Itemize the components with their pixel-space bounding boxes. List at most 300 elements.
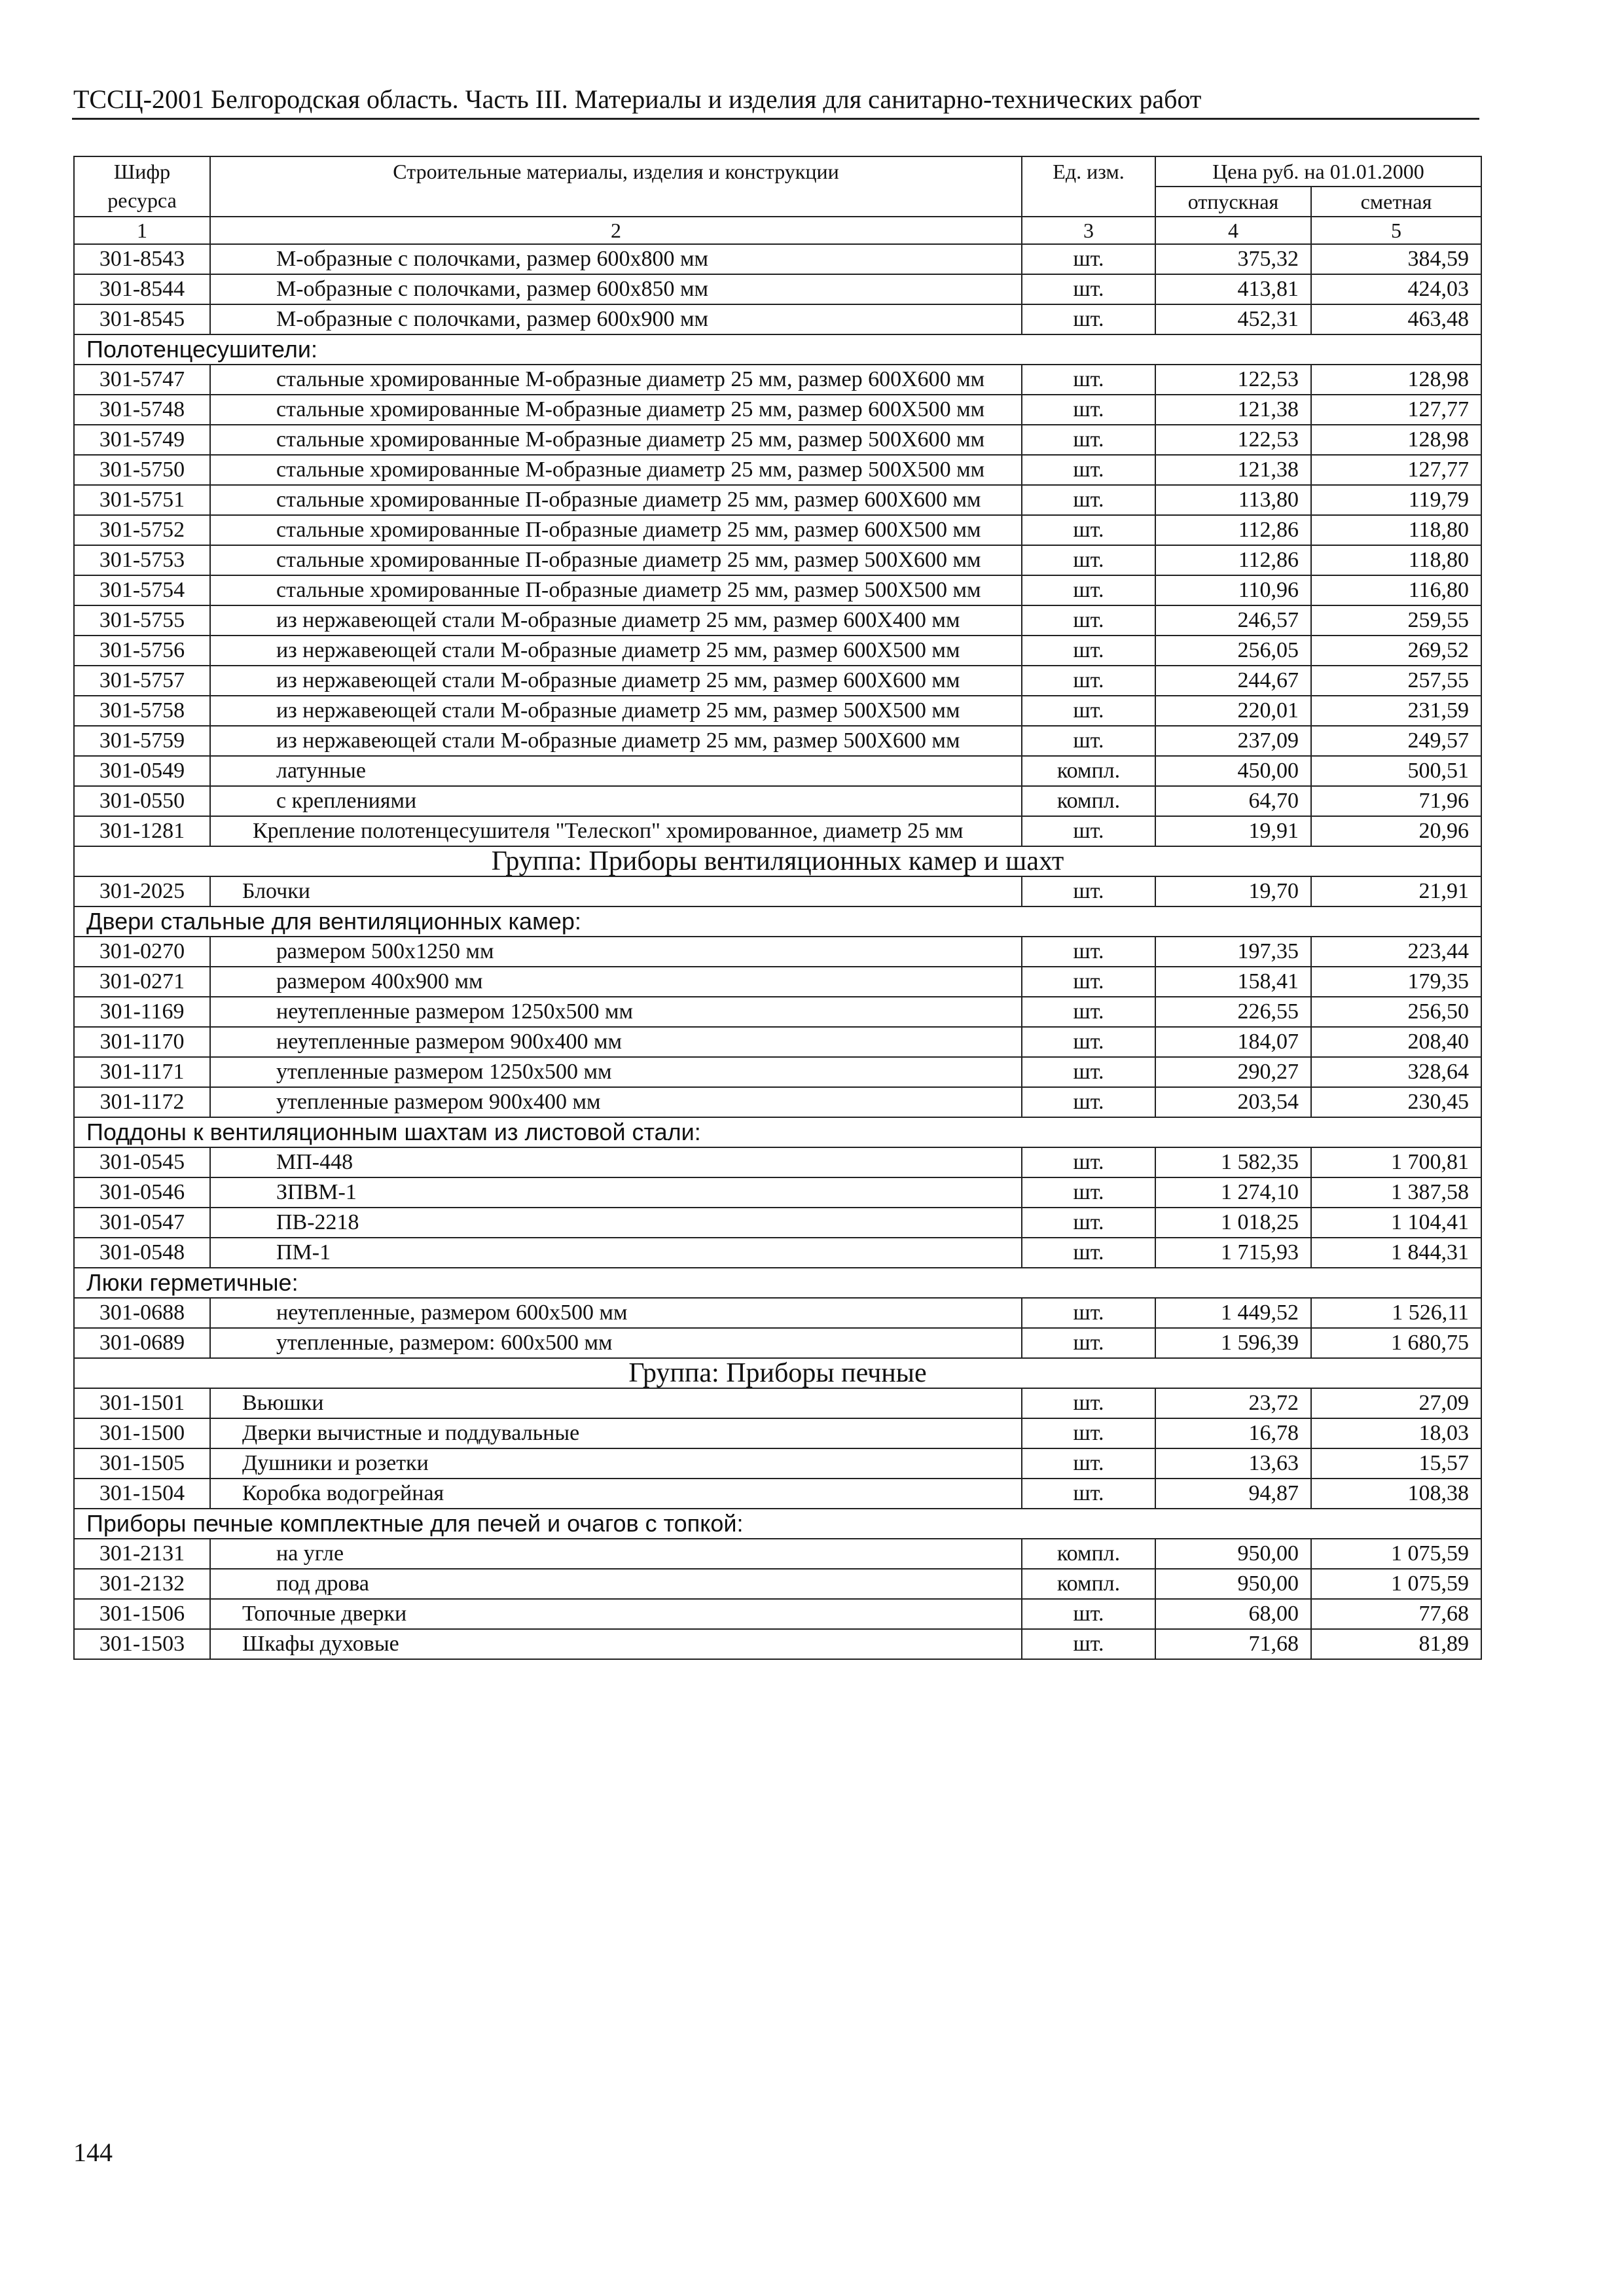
col-header-price: Цена руб. на 01.01.2000 bbox=[1155, 156, 1481, 187]
material-name-cell bbox=[210, 545, 1022, 575]
release-price-cell: 256,05 bbox=[1155, 636, 1311, 666]
unit-cell: шт. bbox=[1022, 997, 1155, 1027]
material-name-cell bbox=[210, 816, 1022, 846]
unit-cell: компл. bbox=[1022, 1539, 1155, 1569]
unit-cell: шт. bbox=[1022, 485, 1155, 515]
resource-code-cell: 301-5758 bbox=[74, 696, 210, 726]
table-row bbox=[74, 937, 1481, 967]
release-price-cell: 122,53 bbox=[1155, 425, 1311, 455]
material-name-cell bbox=[210, 1629, 1022, 1659]
estimate-price-cell: 257,55 bbox=[1311, 666, 1481, 696]
material-name-text: из нержавеющей стали М-образные диаметр 25 мм, размер 600Х400 мм bbox=[276, 608, 960, 632]
table-row bbox=[74, 1448, 1481, 1479]
unit-cell: шт. bbox=[1022, 605, 1155, 636]
material-name-text: стальные хромированные П-образные диаметр 25 мм, размер 600Х500 мм bbox=[276, 518, 981, 542]
estimate-price-cell: 81,89 bbox=[1311, 1629, 1481, 1659]
material-name-cell bbox=[210, 1599, 1022, 1629]
material-name-text: утепленные размером 1250х500 мм bbox=[276, 1060, 612, 1084]
resource-code-cell: 301-0271 bbox=[74, 967, 210, 997]
col-number-3: 3 bbox=[1022, 217, 1155, 244]
resource-code-cell: 301-1501 bbox=[74, 1388, 210, 1418]
subgroup-title: Двери стальные для вентиляционных камер: bbox=[74, 906, 1481, 937]
price-table bbox=[73, 156, 1482, 1660]
material-name-text: Дверки вычистные и поддувальные bbox=[242, 1421, 580, 1445]
page-number: 144 bbox=[73, 2138, 113, 2167]
resource-code-cell: 301-5750 bbox=[74, 455, 210, 485]
resource-code-cell: 301-1506 bbox=[74, 1599, 210, 1629]
release-price-cell: 19,91 bbox=[1155, 816, 1311, 846]
material-name-text: неутепленные размером 900х400 мм bbox=[276, 1030, 623, 1054]
material-name-text: стальные хромированные П-образные диаметр 25 мм, размер 500Х500 мм bbox=[276, 578, 981, 602]
release-price-cell: 950,00 bbox=[1155, 1569, 1311, 1599]
material-name-cell bbox=[210, 756, 1022, 786]
group-title: Группа: Приборы печные bbox=[74, 1358, 1481, 1388]
material-name-cell bbox=[210, 1328, 1022, 1358]
resource-code-cell: 301-5753 bbox=[74, 545, 210, 575]
material-name-text: ПМ-1 bbox=[276, 1240, 331, 1265]
material-name-text: стальные хромированные П-образные диаметр 25 мм, размер 500Х600 мм bbox=[276, 548, 981, 572]
estimate-price-cell: 1 700,81 bbox=[1311, 1147, 1481, 1177]
release-price-cell: 71,68 bbox=[1155, 1629, 1311, 1659]
material-name-text: стальные хромированные М-образные диаметр 25 мм, размер 500Х600 мм bbox=[276, 427, 985, 452]
material-name-cell bbox=[210, 1087, 1022, 1117]
estimate-price-cell: 20,96 bbox=[1311, 816, 1481, 846]
material-name-text: неутепленные, размером 600х500 мм bbox=[276, 1300, 628, 1325]
col-number-4: 4 bbox=[1155, 217, 1311, 244]
estimate-price-cell: 1 844,31 bbox=[1311, 1238, 1481, 1268]
table-row bbox=[74, 485, 1481, 515]
material-name-cell bbox=[210, 876, 1022, 906]
resource-code-cell: 301-2132 bbox=[74, 1569, 210, 1599]
estimate-price-cell: 500,51 bbox=[1311, 756, 1481, 786]
unit-cell: шт. bbox=[1022, 365, 1155, 395]
estimate-price-cell: 208,40 bbox=[1311, 1027, 1481, 1057]
subgroup-header-row bbox=[74, 334, 1481, 365]
resource-code-cell: 301-5754 bbox=[74, 575, 210, 605]
unit-cell: шт. bbox=[1022, 1479, 1155, 1509]
material-name-cell bbox=[210, 666, 1022, 696]
estimate-price-cell: 1 075,59 bbox=[1311, 1539, 1481, 1569]
release-price-cell: 112,86 bbox=[1155, 515, 1311, 545]
table-row bbox=[74, 1599, 1481, 1629]
unit-cell: шт. bbox=[1022, 274, 1155, 304]
unit-cell: шт. bbox=[1022, 244, 1155, 274]
unit-cell: компл. bbox=[1022, 1569, 1155, 1599]
estimate-price-cell: 27,09 bbox=[1311, 1388, 1481, 1418]
release-price-cell: 23,72 bbox=[1155, 1388, 1311, 1418]
release-price-cell: 16,78 bbox=[1155, 1418, 1311, 1448]
table-row bbox=[74, 1388, 1481, 1418]
estimate-price-cell: 179,35 bbox=[1311, 967, 1481, 997]
estimate-price-cell: 230,45 bbox=[1311, 1087, 1481, 1117]
table-row bbox=[74, 365, 1481, 395]
material-name-text: утепленные, размером: 600х500 мм bbox=[276, 1331, 613, 1355]
material-name-text: из нержавеющей стали М-образные диаметр 25 мм, размер 600Х600 мм bbox=[276, 668, 960, 692]
material-name-cell bbox=[210, 304, 1022, 334]
subgroup-title: Приборы печные комплектные для печей и очагов с топкой: bbox=[74, 1509, 1481, 1539]
group-title: Группа: Приборы вентиляционных камер и шахт bbox=[74, 846, 1481, 876]
estimate-price-cell: 256,50 bbox=[1311, 997, 1481, 1027]
estimate-price-cell: 1 680,75 bbox=[1311, 1328, 1481, 1358]
table-row bbox=[74, 304, 1481, 334]
material-name-text: МП-448 bbox=[276, 1150, 353, 1174]
resource-code-cell: 301-0688 bbox=[74, 1298, 210, 1328]
estimate-price-cell: 259,55 bbox=[1311, 605, 1481, 636]
table-row bbox=[74, 1027, 1481, 1057]
table-row bbox=[74, 274, 1481, 304]
release-price-cell: 220,01 bbox=[1155, 696, 1311, 726]
table-row bbox=[74, 756, 1481, 786]
material-name-cell bbox=[210, 937, 1022, 967]
estimate-price-cell: 77,68 bbox=[1311, 1599, 1481, 1629]
unit-cell: шт. bbox=[1022, 1057, 1155, 1087]
resource-code-cell: 301-8543 bbox=[74, 244, 210, 274]
resource-code-cell: 301-1171 bbox=[74, 1057, 210, 1087]
release-price-cell: 203,54 bbox=[1155, 1087, 1311, 1117]
resource-code-cell: 301-5751 bbox=[74, 485, 210, 515]
material-name-cell bbox=[210, 726, 1022, 756]
col-header-release-price: отпускная bbox=[1155, 187, 1311, 217]
material-name-cell bbox=[210, 1298, 1022, 1328]
estimate-price-cell: 128,98 bbox=[1311, 425, 1481, 455]
table-row bbox=[74, 997, 1481, 1027]
material-name-cell bbox=[210, 485, 1022, 515]
release-price-cell: 452,31 bbox=[1155, 304, 1311, 334]
material-name-cell bbox=[210, 1238, 1022, 1268]
release-price-cell: 450,00 bbox=[1155, 756, 1311, 786]
estimate-price-cell: 231,59 bbox=[1311, 696, 1481, 726]
release-price-cell: 121,38 bbox=[1155, 395, 1311, 425]
subgroup-header-row bbox=[74, 906, 1481, 937]
release-price-cell: 13,63 bbox=[1155, 1448, 1311, 1479]
material-name-text: под дрова bbox=[276, 1571, 370, 1596]
resource-code-cell: 301-5749 bbox=[74, 425, 210, 455]
unit-cell: шт. bbox=[1022, 1298, 1155, 1328]
subgroup-header-row bbox=[74, 1268, 1481, 1298]
unit-cell: шт. bbox=[1022, 937, 1155, 967]
col-number-1: 1 bbox=[74, 217, 210, 244]
release-price-cell: 375,32 bbox=[1155, 244, 1311, 274]
material-name-text: на угле bbox=[276, 1541, 344, 1566]
release-price-cell: 1 449,52 bbox=[1155, 1298, 1311, 1328]
material-name-text: Душники и розетки bbox=[242, 1451, 429, 1475]
resource-code-cell: 301-2131 bbox=[74, 1539, 210, 1569]
release-price-cell: 1 018,25 bbox=[1155, 1208, 1311, 1238]
release-price-cell: 413,81 bbox=[1155, 274, 1311, 304]
table-row bbox=[74, 876, 1481, 906]
estimate-price-cell: 384,59 bbox=[1311, 244, 1481, 274]
table-row bbox=[74, 1177, 1481, 1208]
material-name-cell bbox=[210, 1448, 1022, 1479]
material-name-cell bbox=[210, 425, 1022, 455]
table-row bbox=[74, 1479, 1481, 1509]
resource-code-cell: 301-5756 bbox=[74, 636, 210, 666]
material-name-cell bbox=[210, 1388, 1022, 1418]
material-name-text: М-образные с полочками, размер 600х850 мм bbox=[276, 277, 709, 301]
estimate-price-cell: 1 075,59 bbox=[1311, 1569, 1481, 1599]
table-row bbox=[74, 967, 1481, 997]
unit-cell: шт. bbox=[1022, 545, 1155, 575]
table-row bbox=[74, 1569, 1481, 1599]
material-name-cell bbox=[210, 967, 1022, 997]
release-price-cell: 64,70 bbox=[1155, 786, 1311, 816]
unit-cell: шт. bbox=[1022, 1208, 1155, 1238]
release-price-cell: 121,38 bbox=[1155, 455, 1311, 485]
release-price-cell: 19,70 bbox=[1155, 876, 1311, 906]
material-name-cell bbox=[210, 395, 1022, 425]
resource-code-cell: 301-0550 bbox=[74, 786, 210, 816]
material-name-text: стальные хромированные М-образные диаметр 25 мм, размер 600Х500 мм bbox=[276, 397, 985, 422]
resource-code-cell: 301-0270 bbox=[74, 937, 210, 967]
unit-cell: шт. bbox=[1022, 876, 1155, 906]
table-row bbox=[74, 726, 1481, 756]
material-name-text: с креплениями bbox=[276, 789, 417, 813]
resource-code-cell: 301-1172 bbox=[74, 1087, 210, 1117]
table-row bbox=[74, 1539, 1481, 1569]
release-price-cell: 122,53 bbox=[1155, 365, 1311, 395]
resource-code-cell: 301-0689 bbox=[74, 1328, 210, 1358]
resource-code-cell: 301-5757 bbox=[74, 666, 210, 696]
resource-code-cell: 301-1169 bbox=[74, 997, 210, 1027]
table-row bbox=[74, 455, 1481, 485]
material-name-text: Крепление полотенцесушителя "Телескоп" хромированное, диаметр 25 мм bbox=[253, 819, 964, 843]
estimate-price-cell: 424,03 bbox=[1311, 274, 1481, 304]
material-name-text: Шкафы духовые bbox=[242, 1632, 399, 1656]
material-name-cell bbox=[210, 455, 1022, 485]
table-row bbox=[74, 605, 1481, 636]
release-price-cell: 197,35 bbox=[1155, 937, 1311, 967]
estimate-price-cell: 18,03 bbox=[1311, 1418, 1481, 1448]
unit-cell: шт. bbox=[1022, 1027, 1155, 1057]
material-name-cell bbox=[210, 1057, 1022, 1087]
resource-code-cell: 301-1281 bbox=[74, 816, 210, 846]
release-price-cell: 68,00 bbox=[1155, 1599, 1311, 1629]
unit-cell: шт. bbox=[1022, 1147, 1155, 1177]
unit-cell: шт. bbox=[1022, 455, 1155, 485]
subgroup-header-row bbox=[74, 1117, 1481, 1147]
unit-cell: компл. bbox=[1022, 756, 1155, 786]
estimate-price-cell: 116,80 bbox=[1311, 575, 1481, 605]
release-price-cell: 110,96 bbox=[1155, 575, 1311, 605]
resource-code-cell: 301-0546 bbox=[74, 1177, 210, 1208]
release-price-cell: 237,09 bbox=[1155, 726, 1311, 756]
col-header-unit: Ед. изм. bbox=[1022, 156, 1155, 217]
estimate-price-cell: 1 104,41 bbox=[1311, 1208, 1481, 1238]
material-name-cell bbox=[210, 636, 1022, 666]
resource-code-cell: 301-1504 bbox=[74, 1479, 210, 1509]
unit-cell: шт. bbox=[1022, 1177, 1155, 1208]
material-name-text: стальные хромированные М-образные диаметр 25 мм, размер 600Х600 мм bbox=[276, 367, 985, 391]
release-price-cell: 184,07 bbox=[1155, 1027, 1311, 1057]
material-name-cell bbox=[210, 1539, 1022, 1569]
material-name-text: из нержавеющей стали М-образные диаметр 25 мм, размер 500Х500 мм bbox=[276, 698, 960, 723]
group-header-row bbox=[74, 1358, 1481, 1388]
estimate-price-cell: 127,77 bbox=[1311, 455, 1481, 485]
table-row bbox=[74, 244, 1481, 274]
unit-cell: шт. bbox=[1022, 575, 1155, 605]
release-price-cell: 1 715,93 bbox=[1155, 1238, 1311, 1268]
table-row bbox=[74, 1418, 1481, 1448]
col-header-name: Строительные материалы, изделия и конструкции bbox=[210, 156, 1022, 217]
material-name-cell bbox=[210, 997, 1022, 1027]
estimate-price-cell: 249,57 bbox=[1311, 726, 1481, 756]
subgroup-title: Полотенцесушители: bbox=[74, 334, 1481, 365]
release-price-cell: 246,57 bbox=[1155, 605, 1311, 636]
material-name-cell bbox=[210, 575, 1022, 605]
resource-code-cell: 301-5748 bbox=[74, 395, 210, 425]
material-name-text: Вьюшки bbox=[242, 1391, 324, 1415]
unit-cell: шт. bbox=[1022, 636, 1155, 666]
material-name-cell bbox=[210, 696, 1022, 726]
resource-code-cell: 301-0547 bbox=[74, 1208, 210, 1238]
material-name-cell bbox=[210, 1569, 1022, 1599]
col-number-2: 2 bbox=[210, 217, 1022, 244]
table-row bbox=[74, 1057, 1481, 1087]
resource-code-cell: 301-5747 bbox=[74, 365, 210, 395]
estimate-price-cell: 223,44 bbox=[1311, 937, 1481, 967]
col-number-5: 5 bbox=[1311, 217, 1481, 244]
unit-cell: шт. bbox=[1022, 816, 1155, 846]
table-row bbox=[74, 425, 1481, 455]
table-row bbox=[74, 666, 1481, 696]
material-name-text: Блочки bbox=[242, 879, 310, 903]
col-header-code: Шифр ресурса bbox=[74, 156, 210, 217]
unit-cell: шт. bbox=[1022, 1238, 1155, 1268]
resource-code-cell: 301-1505 bbox=[74, 1448, 210, 1479]
table-row bbox=[74, 1208, 1481, 1238]
material-name-text: Коробка водогрейная bbox=[242, 1481, 444, 1505]
price-table-body bbox=[74, 244, 1481, 1659]
estimate-price-cell: 71,96 bbox=[1311, 786, 1481, 816]
release-price-cell: 158,41 bbox=[1155, 967, 1311, 997]
material-name-text: М-образные с полочками, размер 600х900 мм bbox=[276, 307, 709, 331]
table-row bbox=[74, 515, 1481, 545]
material-name-text: из нержавеющей стали М-образные диаметр 25 мм, размер 600Х500 мм bbox=[276, 638, 960, 662]
unit-cell: шт. bbox=[1022, 1328, 1155, 1358]
estimate-price-cell: 15,57 bbox=[1311, 1448, 1481, 1479]
material-name-cell bbox=[210, 786, 1022, 816]
estimate-price-cell: 108,38 bbox=[1311, 1479, 1481, 1509]
subgroup-title: Поддоны к вентиляционным шахтам из листовой стали: bbox=[74, 1117, 1481, 1147]
material-name-text: стальные хромированные М-образные диаметр 25 мм, размер 500Х500 мм bbox=[276, 457, 985, 482]
estimate-price-cell: 1 526,11 bbox=[1311, 1298, 1481, 1328]
resource-code-cell: 301-0549 bbox=[74, 756, 210, 786]
estimate-price-cell: 269,52 bbox=[1311, 636, 1481, 666]
material-name-cell bbox=[210, 1177, 1022, 1208]
table-row bbox=[74, 1629, 1481, 1659]
unit-cell: шт. bbox=[1022, 696, 1155, 726]
table-row bbox=[74, 1147, 1481, 1177]
unit-cell: шт. bbox=[1022, 515, 1155, 545]
release-price-cell: 1 274,10 bbox=[1155, 1177, 1311, 1208]
estimate-price-cell: 119,79 bbox=[1311, 485, 1481, 515]
unit-cell: шт. bbox=[1022, 666, 1155, 696]
material-name-text: стальные хромированные П-образные диаметр 25 мм, размер 600Х600 мм bbox=[276, 488, 981, 512]
release-price-cell: 226,55 bbox=[1155, 997, 1311, 1027]
unit-cell: шт. bbox=[1022, 425, 1155, 455]
material-name-text: неутепленные размером 1250х500 мм bbox=[276, 999, 634, 1024]
material-name-cell bbox=[210, 1479, 1022, 1509]
estimate-price-cell: 118,80 bbox=[1311, 545, 1481, 575]
col-header-estimate-price: сметная bbox=[1311, 187, 1481, 217]
unit-cell: шт. bbox=[1022, 304, 1155, 334]
table-row bbox=[74, 395, 1481, 425]
material-name-cell bbox=[210, 244, 1022, 274]
unit-cell: шт. bbox=[1022, 395, 1155, 425]
estimate-price-cell: 328,64 bbox=[1311, 1057, 1481, 1087]
resource-code-cell: 301-0545 bbox=[74, 1147, 210, 1177]
resource-code-cell: 301-1503 bbox=[74, 1629, 210, 1659]
resource-code-cell: 301-2025 bbox=[74, 876, 210, 906]
unit-cell: шт. bbox=[1022, 1448, 1155, 1479]
material-name-cell bbox=[210, 515, 1022, 545]
resource-code-cell: 301-1170 bbox=[74, 1027, 210, 1057]
resource-code-cell: 301-8544 bbox=[74, 274, 210, 304]
resource-code-cell: 301-8545 bbox=[74, 304, 210, 334]
release-price-cell: 244,67 bbox=[1155, 666, 1311, 696]
table-row bbox=[74, 1298, 1481, 1328]
material-name-text: размером 400х900 мм bbox=[276, 969, 483, 994]
resource-code-cell: 301-0548 bbox=[74, 1238, 210, 1268]
material-name-text: ПВ-2218 bbox=[276, 1210, 359, 1234]
table-row bbox=[74, 1087, 1481, 1117]
unit-cell: шт. bbox=[1022, 1418, 1155, 1448]
resource-code-cell: 301-5759 bbox=[74, 726, 210, 756]
header-rule bbox=[72, 118, 1479, 120]
table-row bbox=[74, 816, 1481, 846]
material-name-cell bbox=[210, 1208, 1022, 1238]
release-price-cell: 950,00 bbox=[1155, 1539, 1311, 1569]
material-name-cell bbox=[210, 365, 1022, 395]
unit-cell: шт. bbox=[1022, 1388, 1155, 1418]
release-price-cell: 94,87 bbox=[1155, 1479, 1311, 1509]
table-row bbox=[74, 786, 1481, 816]
material-name-text: размером 500х1250 мм bbox=[276, 939, 494, 963]
resource-code-cell: 301-1500 bbox=[74, 1418, 210, 1448]
unit-cell: компл. bbox=[1022, 786, 1155, 816]
release-price-cell: 113,80 bbox=[1155, 485, 1311, 515]
group-header-row bbox=[74, 846, 1481, 876]
unit-cell: шт. bbox=[1022, 726, 1155, 756]
estimate-price-cell: 118,80 bbox=[1311, 515, 1481, 545]
material-name-text: латунные bbox=[276, 759, 366, 783]
release-price-cell: 1 582,35 bbox=[1155, 1147, 1311, 1177]
subgroup-title: Люки герметичные: bbox=[74, 1268, 1481, 1298]
material-name-text: Топочные дверки bbox=[242, 1602, 407, 1626]
document-header-title: ТССЦ-2001 Белгородская область. Часть III. Материалы и изделия для санитарно-технических работ bbox=[73, 84, 1202, 114]
estimate-price-cell: 21,91 bbox=[1311, 876, 1481, 906]
estimate-price-cell: 1 387,58 bbox=[1311, 1177, 1481, 1208]
release-price-cell: 290,27 bbox=[1155, 1057, 1311, 1087]
resource-code-cell: 301-5755 bbox=[74, 605, 210, 636]
release-price-cell: 112,86 bbox=[1155, 545, 1311, 575]
table-row bbox=[74, 545, 1481, 575]
material-name-cell bbox=[210, 1027, 1022, 1057]
table-row bbox=[74, 696, 1481, 726]
table-row bbox=[74, 1238, 1481, 1268]
material-name-cell bbox=[210, 274, 1022, 304]
unit-cell: шт. bbox=[1022, 1087, 1155, 1117]
material-name-cell bbox=[210, 1147, 1022, 1177]
material-name-text: ЗПВМ-1 bbox=[276, 1180, 357, 1204]
material-name-text: из нержавеющей стали М-образные диаметр 25 мм, размер 500Х600 мм bbox=[276, 728, 960, 753]
unit-cell: шт. bbox=[1022, 967, 1155, 997]
material-name-cell bbox=[210, 605, 1022, 636]
material-name-cell bbox=[210, 1418, 1022, 1448]
table-row bbox=[74, 636, 1481, 666]
estimate-price-cell: 128,98 bbox=[1311, 365, 1481, 395]
table-row bbox=[74, 575, 1481, 605]
